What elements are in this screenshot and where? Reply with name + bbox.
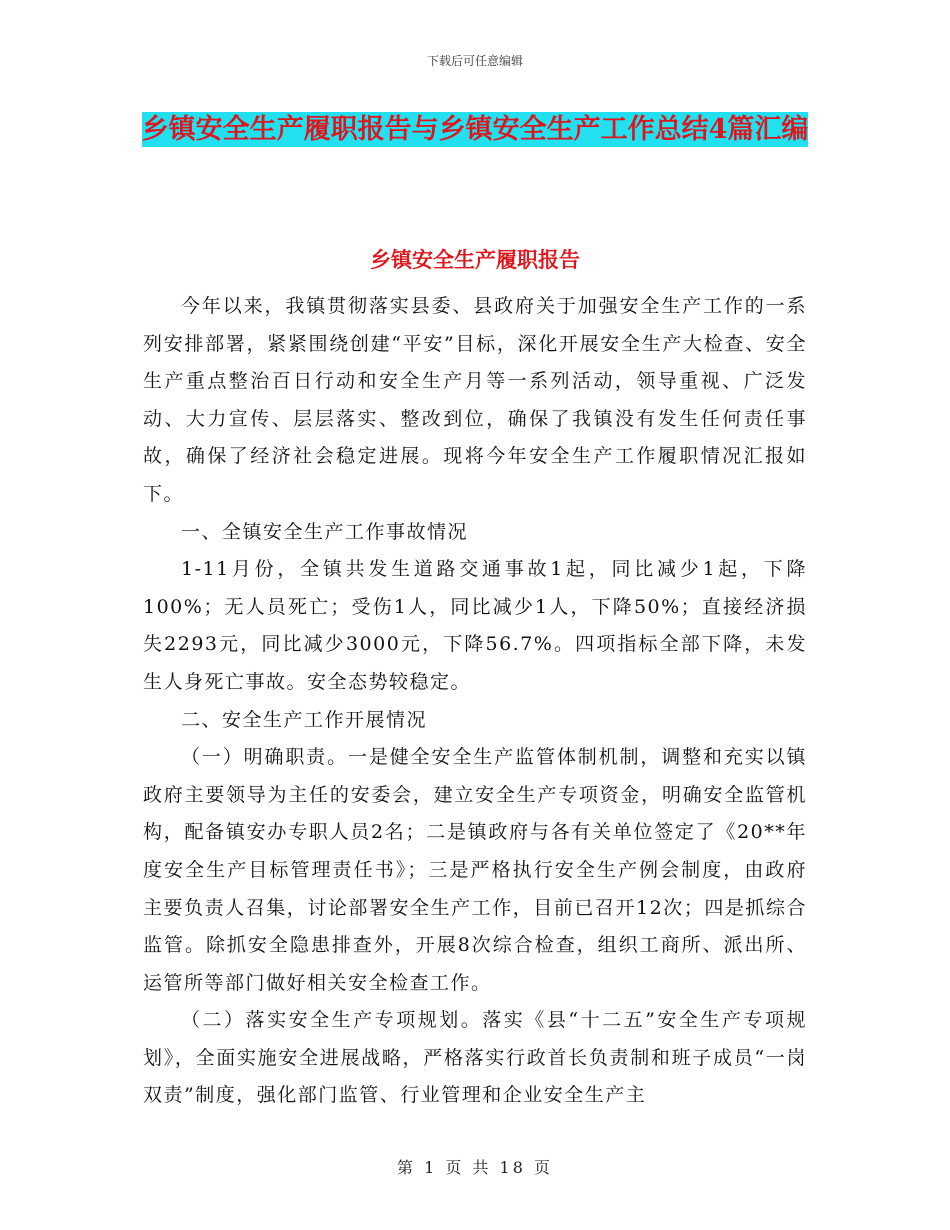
document-title — [140, 108, 810, 152]
heading-work-progress: 二、安全生产工作开展情况 — [181, 708, 428, 731]
document-title-text: 乡镇安全生产履职报告与乡镇安全生产工作总结4篇汇编 — [141, 114, 809, 145]
paragraph-clarify-duties: （一）明确职责。一是健全安全生产监管体制机制，调整和充实以镇政府主要领导为主任的安委会，建立安全生产专项资金，明确安全监管机构，配备镇安办专职人员2名；二是镇政府与各有关单位签定了《20**年度安全生产目标管理责任书》；三是严格执行安全生产例会制度，由政府主要负责人召集，讨论部署安全生产工作，目前已召开12次；四是抓综合监管。除抓安全隐患排查外，开展8次综合检查，组织工商所、派出所、运管所等部门做好相关安全检查工作。 — [143, 746, 807, 994]
heading-accident-situation: 一、全镇安全生产工作事故情况 — [181, 520, 469, 543]
document-body — [143, 288, 807, 1115]
section-title: 乡镇安全生产履职报告 — [370, 247, 580, 272]
paragraph-special-plan: （二）落实安全生产专项规划。落实《县“十二五”安全生产专项规划》，全面实施安全进展战略，严格落实行政首长负责制和班子成员“一岗双责”制度，强化部门监管、行业管理和企业安全生产主 — [143, 1009, 807, 1107]
page-number: 第 1 页 共 18 页 — [397, 1158, 553, 1177]
page-header-note: 下载后可任意编辑 — [426, 54, 523, 68]
paragraph-accident-stats: 1-11月份，全镇共发生道路交通事故1起，同比减少1起，下降100%；无人员死亡；受伤1人，同比减少1人，下降50%；直接经济损失2293元，同比减少3000元，下降56.7%。四项指标全部下降，未发生人身死亡事故。安全态势较稳定。 — [143, 558, 807, 693]
paragraph-intro: 今年以来，我镇贯彻落实县委、县政府关于加强安全生产工作的一系列安排部署，紧紧围绕创建“平安”目标，深化开展安全生产大检查、安全生产重点整治百日行动和安全生产月等一系列活动，领导重视、广泛发动、大力宣传、层层落实、整改到位，确保了我镇没有发生任何责任事故，确保了经济社会稳定进展。现将今年安全生产工作履职情况汇报如下。 — [143, 295, 807, 505]
